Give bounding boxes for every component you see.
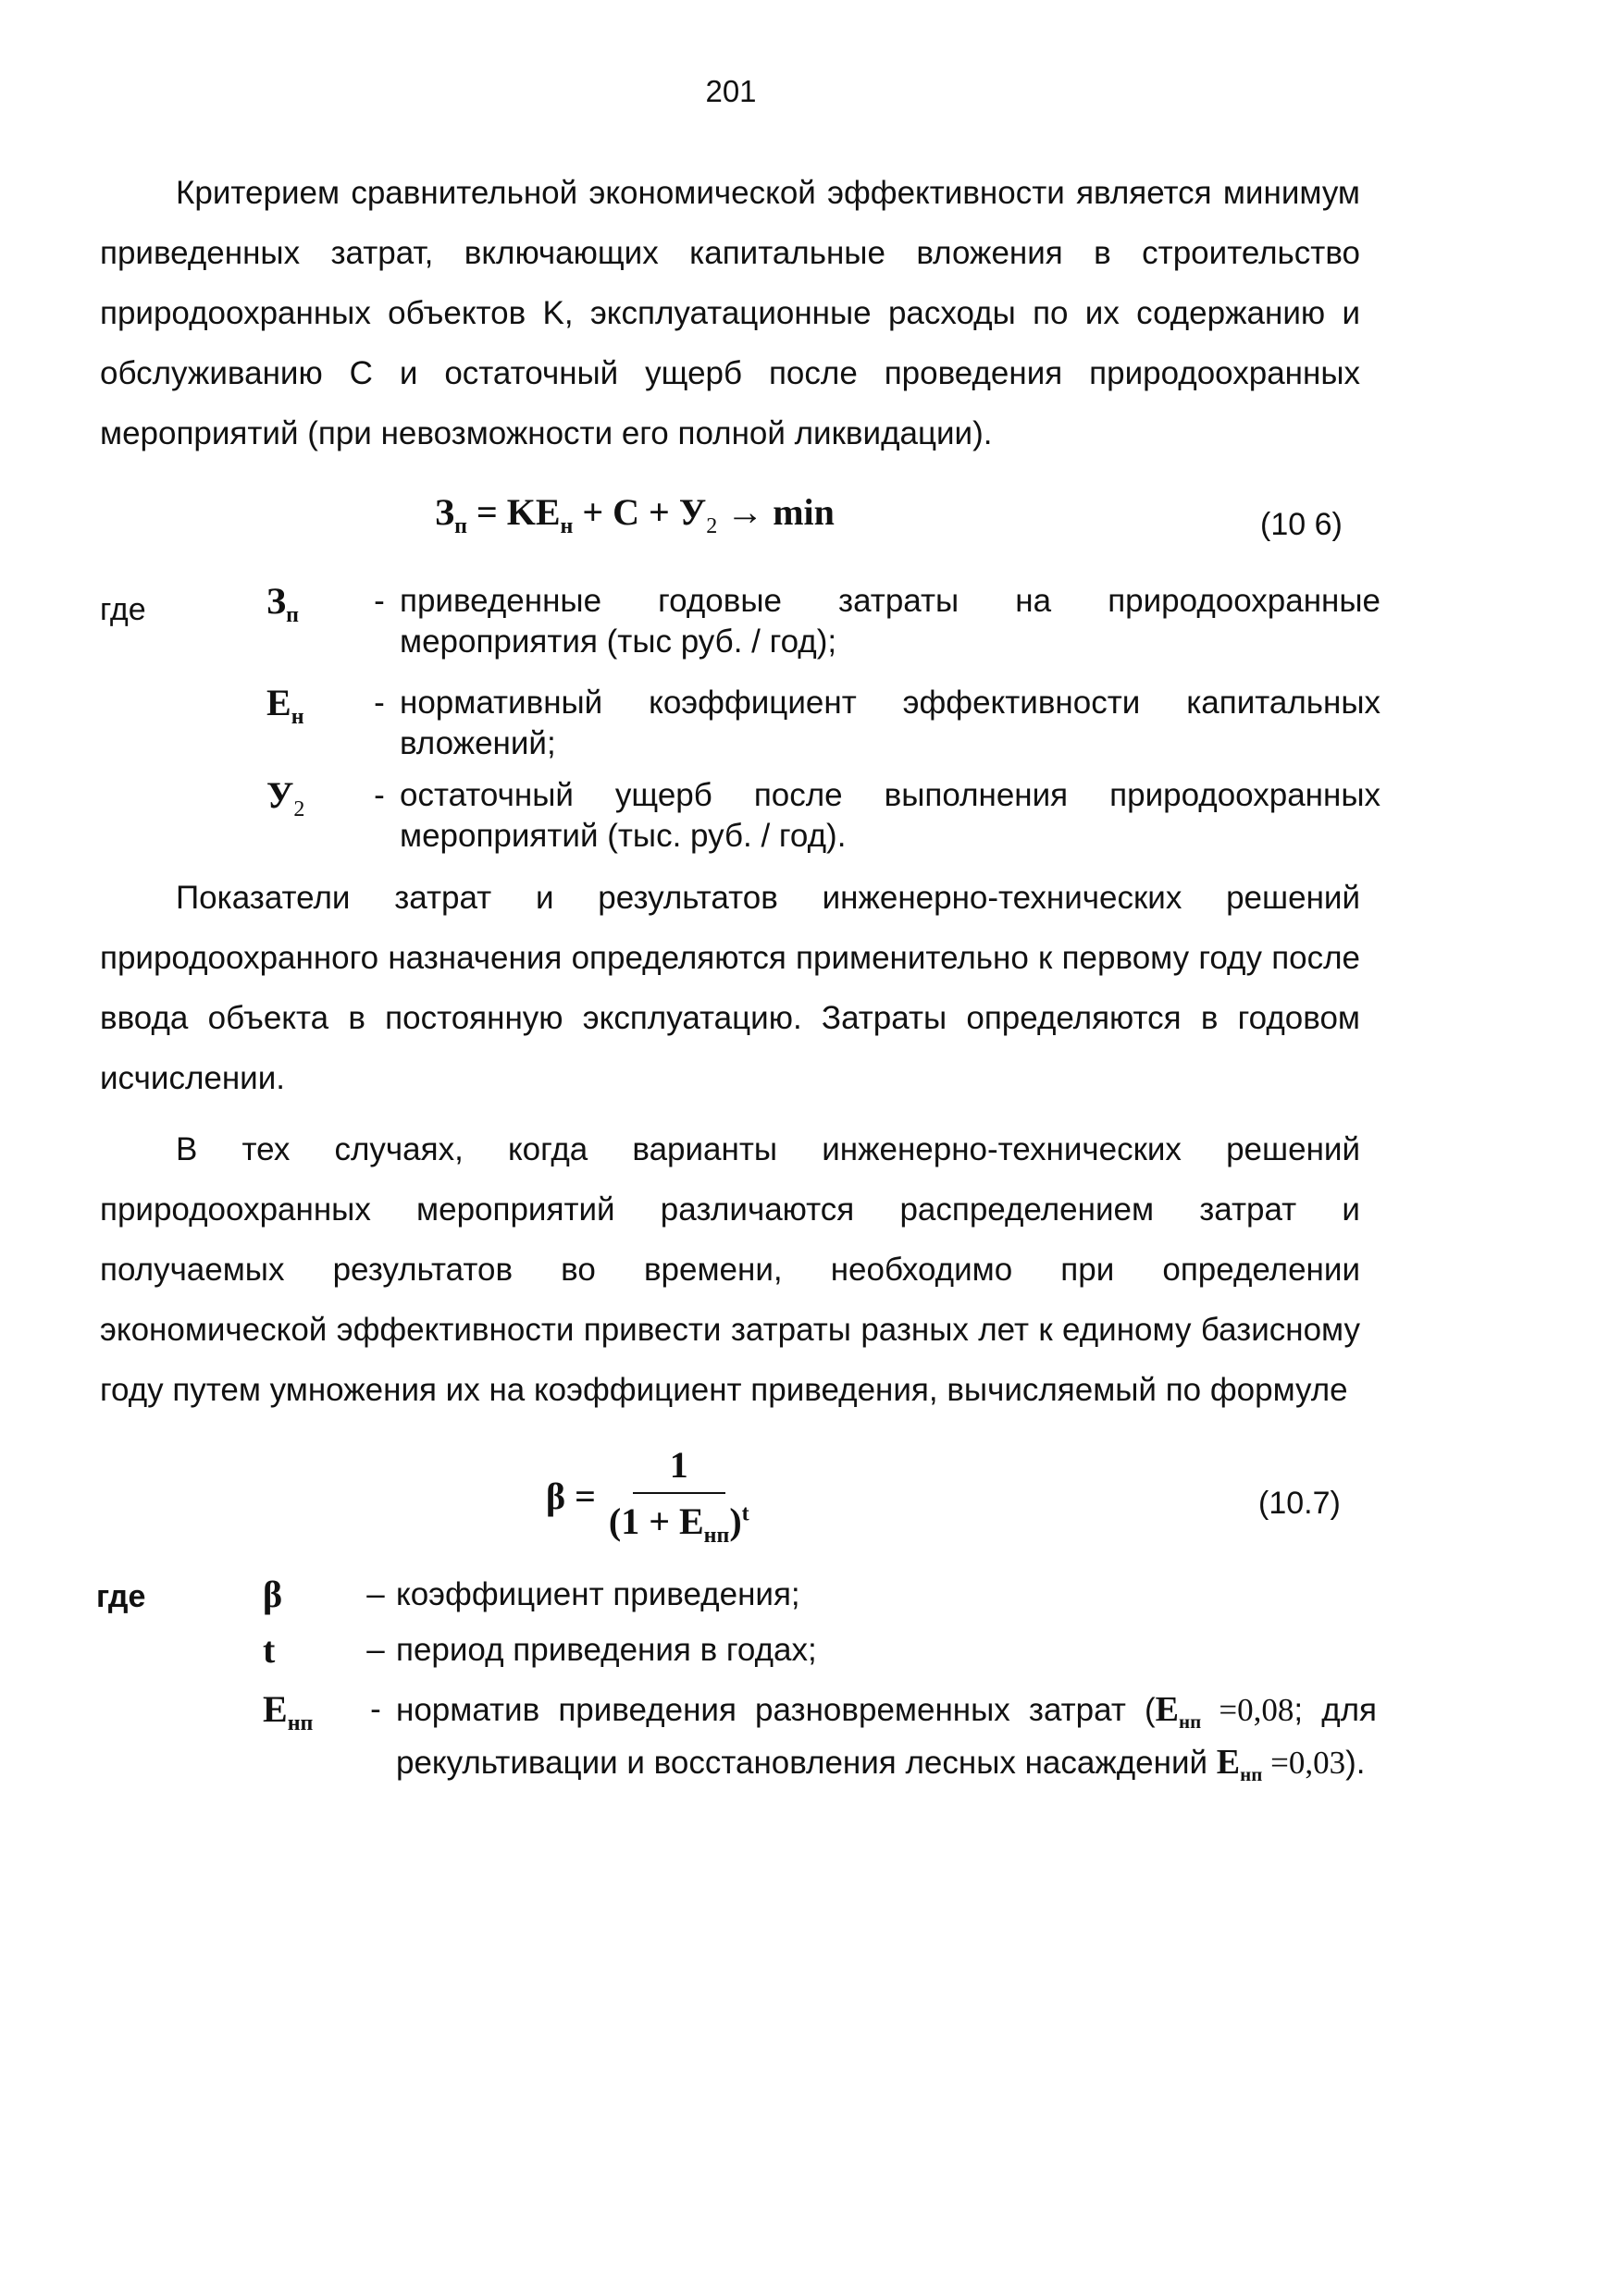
definition-symbol — [263, 1689, 355, 1744]
definition-text: коэффициент приведения; — [396, 1576, 800, 1612]
symbol-sub: н — [291, 705, 304, 729]
definition-symbol — [266, 683, 359, 737]
symbol-main: β — [263, 1574, 283, 1615]
definition-text: нормативный коэффициент эффективности капитальных вложений; — [400, 685, 1380, 761]
formula2-denominator — [609, 1494, 749, 1549]
formula2-fraction — [609, 1443, 749, 1549]
definition-text — [396, 1689, 1377, 1795]
inline-symbol-1: E — [1155, 1690, 1179, 1729]
definition-dash: - — [374, 777, 385, 813]
definition-symbol — [266, 581, 359, 636]
definition-text: остаточный ущерб после выполнения природоохранных мероприятий (тыс. руб. / год). — [400, 777, 1380, 854]
definition-en — [266, 683, 1380, 764]
inline-value-1: =0,08 — [1201, 1692, 1294, 1728]
text-part3: ). — [1345, 1745, 1366, 1781]
inline-sub-1: нп — [1179, 1710, 1202, 1733]
formula1-lhs: З — [435, 491, 455, 533]
formula1-rhs-part1: = KE — [466, 491, 561, 533]
den-open: (1 + E — [608, 1500, 704, 1542]
definition-symbol — [263, 1630, 355, 1671]
text-part1: норматив приведения разновременных затрат ( — [396, 1692, 1156, 1728]
definition-dash: - — [374, 583, 385, 619]
inline-value-2: =0,03 — [1262, 1745, 1346, 1781]
paragraph-3-text: В тех случаях, когда варианты инженерно-технических решений природоохранных мероприятий различаются распределением затрат и получаемых результатов во времени, необходимо при определении экономической эффективности привести затраты разных лет к единому базисному году путем умножения их на коэффициент приведения, вычисляемый по формуле — [100, 1131, 1360, 1408]
paragraph-2-text: Показатели затрат и результатов инженерно-технических решений природоохранного назначения определяются применительно к первому году после ввода объекта в постоянную эксплуатацию. Затраты определяются в годовом исчислении. — [100, 880, 1360, 1096]
symbol-sub: п — [286, 603, 299, 627]
definition-t — [263, 1630, 1377, 1671]
where-label-2: где — [96, 1579, 146, 1614]
symbol-sub: нп — [287, 1711, 314, 1735]
definition-beta — [263, 1574, 1377, 1615]
paragraph-1-text: Критерием сравнительной экономической эффективности является минимум приведенных затрат, включающих капитальные вложения в строительство природоохранных объектов K, эксплуатационные расходы по их содержанию и обслуживанию C и остаточный ущерб после проведения природоохранных мероприятий (при невозможности его полной ликвидации). — [100, 175, 1360, 451]
den-exp: t — [741, 1501, 749, 1526]
definition-dash: – — [366, 1576, 385, 1612]
den-close: ) — [729, 1500, 742, 1542]
definition-dash: - — [370, 1691, 381, 1727]
text-part2: ; для рекультивации и восстановления лесных насаждений — [396, 1692, 1377, 1781]
symbol-main: t — [263, 1629, 276, 1671]
definition-symbol — [266, 775, 359, 830]
definition-enp — [263, 1689, 1377, 1795]
where-label-1: где — [100, 592, 146, 627]
definition-zp — [266, 581, 1380, 662]
equation-number-10-7: (10.7) — [1258, 1486, 1341, 1521]
den-sub: нп — [703, 1524, 730, 1548]
paragraph-1 — [100, 163, 1360, 463]
definition-text: период приведения в годах; — [396, 1632, 817, 1668]
formula1-rhs-sub1: н — [560, 514, 574, 538]
definition-dash: - — [374, 685, 385, 721]
equation-number-10-6: (10 6) — [1260, 507, 1343, 542]
formula-10-7 — [546, 1443, 749, 1549]
definition-dash: – — [366, 1632, 385, 1668]
page-number: 201 — [705, 74, 757, 108]
inline-symbol-2: E — [1216, 1743, 1241, 1782]
paragraph-2 — [100, 868, 1360, 1108]
formula-10-6 — [435, 490, 835, 539]
symbol-sub: 2 — [293, 797, 305, 821]
definition-u2 — [266, 775, 1380, 857]
formula1-rhs-sub2: 2 — [706, 514, 718, 538]
formula1-lhs-sub: п — [454, 514, 467, 538]
formula2-numerator: 1 — [633, 1443, 725, 1494]
symbol-main: У — [266, 774, 294, 816]
formula2-lhs: β = — [546, 1475, 596, 1517]
symbol-main: E — [263, 1688, 288, 1730]
symbol-main: З — [266, 580, 287, 622]
definition-symbol — [263, 1574, 355, 1615]
inline-sub-2: нп — [1240, 1763, 1263, 1785]
paragraph-3 — [100, 1119, 1360, 1420]
formula1-rhs-part3: → min — [717, 491, 835, 533]
formula1-rhs-part2: + C + У — [573, 491, 707, 533]
definition-text: приведенные годовые затраты на природоохранные мероприятия (тыс руб. / год); — [400, 583, 1380, 660]
symbol-main: E — [266, 682, 291, 723]
